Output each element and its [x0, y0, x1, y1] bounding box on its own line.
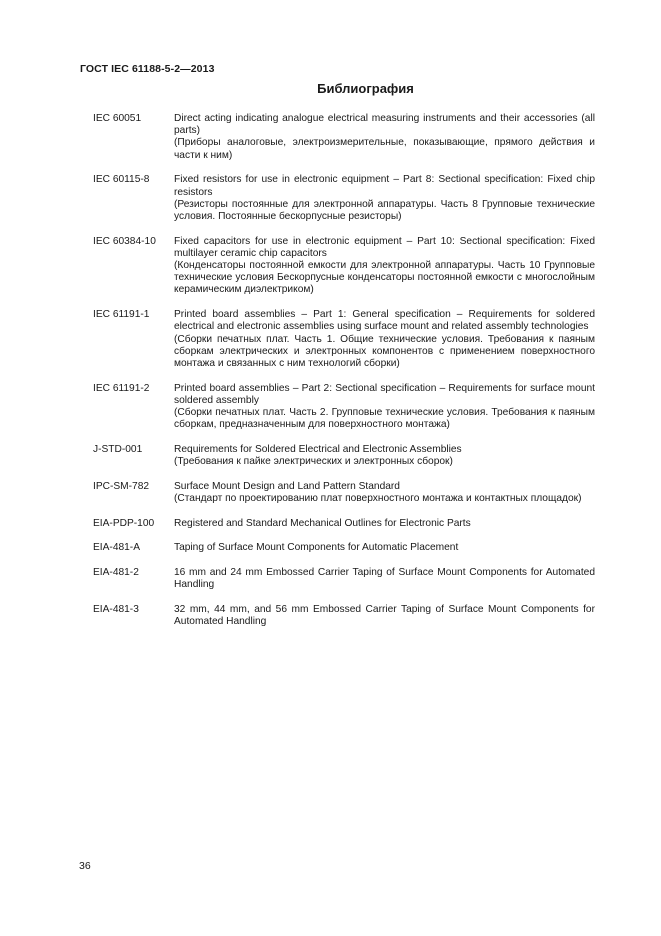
reference-title-en: Fixed capacitors for use in electronic equipment – Part 10: Sectional specification: Fixed multilayer ceramic chip capacitors [174, 235, 595, 259]
bibliography-entry [93, 174, 595, 223]
reference-code: IEC 61191-2 [93, 382, 150, 394]
reference-body [174, 113, 595, 162]
reference-title-ru: (Требования к пайке электрических и электронных сборок) [174, 456, 453, 468]
reference-code: EIA-481-3 [93, 604, 139, 616]
reference-title-en: Taping of Surface Mount Components for Automatic Placement [174, 542, 459, 554]
bibliography-entry [93, 518, 595, 530]
reference-title-en: Printed board assemblies – Part 1: General specification – Requirements for soldered electrical and electronic assemblies using surface mount and related assembly technologies [174, 309, 595, 333]
reference-code: J-STD-001 [93, 443, 143, 455]
reference-title-en: 32 mm, 44 mm, and 56 mm Embossed Carrier Taping of Surface Mount Components for Automated Handling [174, 604, 595, 628]
bibliography-entry [93, 113, 595, 162]
reference-title-en: Registered and Standard Mechanical Outlines for Electronic Parts [174, 517, 471, 529]
reference-code: IEC 60051 [93, 113, 142, 124]
reference-title-en: Fixed resistors for use in electronic equipment – Part 8: Sectional specification: Fixed chip resistors [174, 174, 595, 198]
reference-code: IEC 61191-1 [93, 309, 150, 321]
reference-body [174, 174, 595, 223]
reference-code: EIA-481-2 [93, 567, 139, 579]
bibliography-entry [93, 309, 595, 370]
page-title: Библиография [317, 81, 414, 96]
bibliography-entry [93, 604, 595, 628]
bibliography-entry [93, 236, 595, 297]
reference-body [174, 518, 595, 530]
reference-code: IEC 60384-10 [93, 235, 156, 247]
reference-title-en: Direct acting indicating analogue electrical measuring instruments and their accessories (all parts) [174, 113, 595, 137]
reference-title-ru: (Резисторы постоянные для электронной аппаратуры. Часть 8 Групповые технические условия. Постоянные бескорпусные резисторы) [174, 198, 595, 222]
reference-code: IEC 60115-8 [93, 174, 150, 186]
bibliography-entry [93, 542, 595, 554]
reference-body [174, 444, 595, 468]
bibliography-entry [93, 567, 595, 591]
reference-body [174, 604, 595, 628]
reference-code: IPC-SM-782 [93, 480, 150, 492]
reference-title-ru: (Сборки печатных плат. Часть 1. Общие технические условия. Требования к паяным сборкам электрических и электронных компонентов с применением поверхностного монтажа и связанных с ним технологий сборки) [174, 333, 595, 369]
reference-body [174, 236, 595, 297]
reference-title-en: 16 mm and 24 mm Embossed Carrier Taping of Surface Mount Components for Automated Handling [174, 567, 595, 591]
reference-body [174, 309, 595, 370]
page-number: 36 [79, 860, 91, 872]
reference-body [174, 383, 595, 432]
reference-title-ru: (Конденсаторы постоянной емкости для электронной аппаратуры. Часть 10 Групповые технические условия Бескорпусные конденсаторы постоянной емкости с многослойным керамическим диэлектриком) [174, 260, 595, 296]
reference-code: EIA-PDP-100 [93, 517, 155, 529]
document-header: ГОСТ IEC 61188-5-2—2013 [80, 63, 215, 75]
reference-title-en: Printed board assemblies – Part 2: Sectional specification – Requirements for surface mount soldered assembly [174, 382, 595, 406]
reference-code: EIA-481-A [93, 542, 140, 554]
reference-body [174, 481, 595, 505]
reference-title-en: Requirements for Soldered Electrical and Electronic Assemblies [174, 443, 462, 455]
bibliography-list [93, 113, 595, 641]
reference-body [174, 542, 595, 554]
bibliography-entry [93, 481, 595, 505]
reference-title-en: Surface Mount Design and Land Pattern Standard [174, 480, 400, 492]
bibliography-entry [93, 383, 595, 432]
reference-title-ru: (Стандарт по проектированию плат поверхностного монтажа и контактных площадок) [174, 493, 582, 505]
reference-title-ru: (Приборы аналоговые, электроизмерительные, показывающие, прямого действия и части к ним) [174, 137, 595, 161]
reference-body [174, 567, 595, 591]
bibliography-entry [93, 444, 595, 468]
reference-title-ru: (Сборки печатных плат. Часть 2. Групповые технические условия. Требования к паяным сборкам, предназначенным для поверхностного монтажа) [174, 407, 595, 431]
